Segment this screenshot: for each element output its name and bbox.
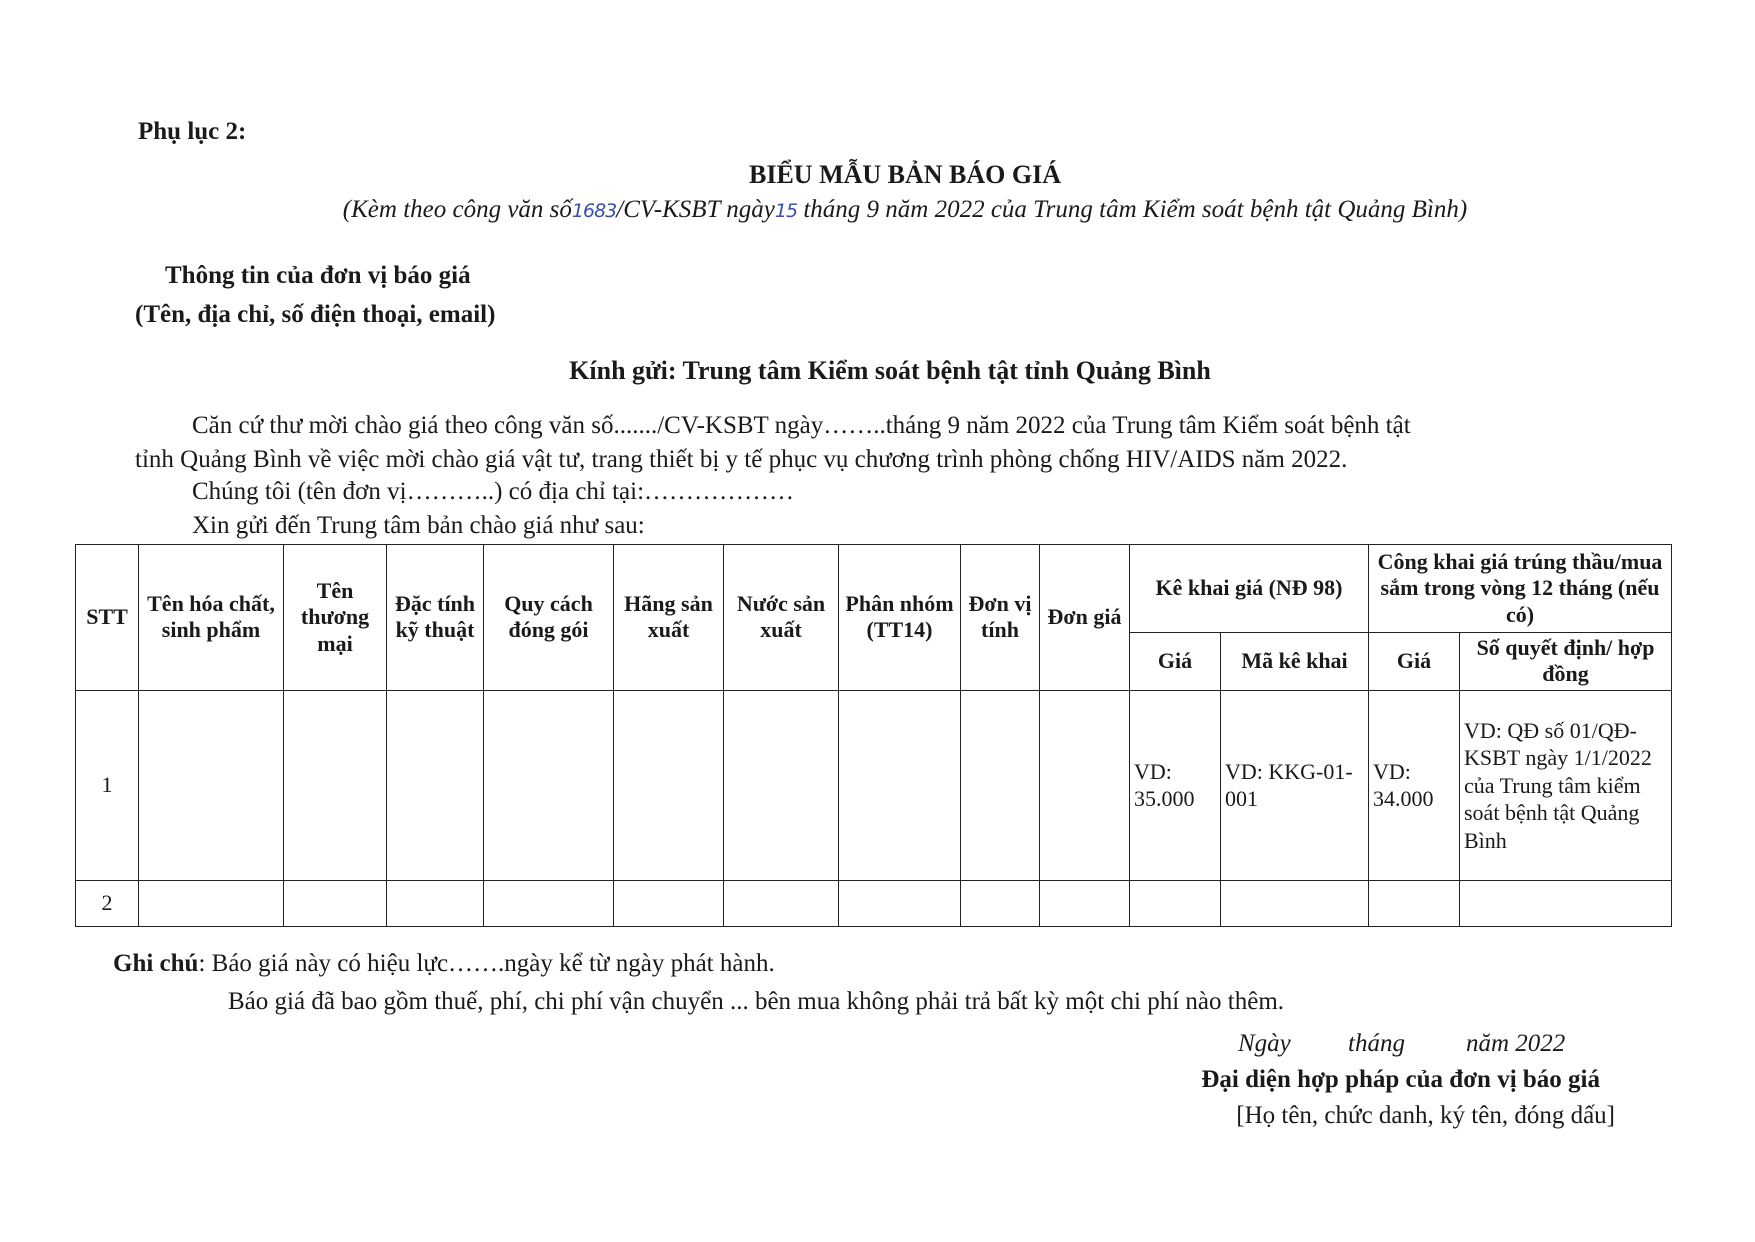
cell-group <box>839 690 961 880</box>
cell-trade-name <box>284 880 387 926</box>
body-paragraph-2: Chúng tôi (tên đơn vị………..) có địa chỉ tại:……………… <box>192 478 795 505</box>
cell-unit <box>961 880 1040 926</box>
form-subtitle <box>0 196 1755 224</box>
cell-declared-code <box>1221 880 1369 926</box>
date-year-label: năm 2022 <box>1466 1030 1566 1057</box>
table-row <box>76 690 1672 880</box>
date-month-label: tháng <box>1348 1030 1405 1057</box>
handwritten-doc-number: 1683 <box>571 200 617 222</box>
body-paragraph-1-line-1: Căn cứ thư mời chào giá theo công văn số......./CV-KSBT ngày……..tháng 9 năm 2022 của Trung tâm Kiểm soát bệnh tật <box>192 412 1411 439</box>
header-packaging: Quy cách đóng gói <box>484 545 614 691</box>
header-declared-code: Mã kê khai <box>1221 633 1369 691</box>
cell-manufacturer <box>614 880 724 926</box>
subtitle-mid: /CV-KSBT ngày <box>616 196 775 223</box>
vendor-info-heading: Thông tin của đơn vị báo giá <box>165 262 471 289</box>
cell-unit-price <box>1040 880 1130 926</box>
note-line-1 <box>113 950 775 978</box>
cell-unit <box>961 690 1040 880</box>
header-group: Phân nhóm (TT14) <box>839 545 961 691</box>
note-label: Ghi chú <box>113 950 199 977</box>
cell-technical-spec <box>387 880 484 926</box>
cell-country <box>724 690 839 880</box>
header-stt: STT <box>76 545 139 691</box>
subtitle-pre: (Kèm theo công văn số <box>342 196 572 223</box>
cell-unit-price <box>1040 690 1130 880</box>
table-row <box>76 880 1672 926</box>
table-header-row <box>76 545 1672 633</box>
header-declared-price: Giá <box>1130 633 1221 691</box>
cell-stt: 1 <box>76 690 139 880</box>
header-product-name: Tên hóa chất, sinh phẩm <box>139 545 284 691</box>
signature-date <box>1238 1030 1565 1058</box>
body-paragraph-1-line-2: tỉnh Quảng Bình về việc mời chào giá vật tư, trang thiết bị y tế phục vụ chương trình phòng chống HIV/AIDS năm 2022. <box>135 446 1348 473</box>
cell-public-decision <box>1460 880 1672 926</box>
header-public-decision: Số quyết định/ hợp đồng <box>1460 633 1672 691</box>
cell-public-price: VD: 34.000 <box>1369 690 1460 880</box>
header-country: Nước sản xuất <box>724 545 839 691</box>
cell-public-decision: VD: QĐ số 01/QĐ-KSBT ngày 1/1/2022 của Trung tâm kiểm soát bệnh tật Quảng Bình <box>1460 690 1672 880</box>
date-day-label: Ngày <box>1238 1030 1291 1057</box>
cell-packaging <box>484 880 614 926</box>
cell-technical-spec <box>387 690 484 880</box>
cell-country <box>724 880 839 926</box>
cell-product-name <box>139 690 284 880</box>
note-text-1: : Báo giá này có hiệu lực…….ngày kể từ ngày phát hành. <box>198 950 775 977</box>
header-technical-spec: Đặc tính kỹ thuật <box>387 545 484 691</box>
subtitle-post: tháng 9 năm 2022 của Trung tâm Kiểm soát bệnh tật Quảng Bình) <box>797 196 1468 223</box>
header-public-price: Giá <box>1369 633 1460 691</box>
appendix-label: Phụ lục 2: <box>138 118 247 145</box>
header-trade-name: Tên thương mại <box>284 545 387 691</box>
header-declared-price-group: Kê khai giá (NĐ 98) <box>1130 545 1369 633</box>
recipient-line: Kính gửi: Trung tâm Kiểm soát bệnh tật tỉnh Quảng Bình <box>569 356 1211 385</box>
cell-declared-price: VD: 35.000 <box>1130 690 1221 880</box>
quote-table <box>75 544 1672 927</box>
form-title: BIỂU MẪU BẢN BÁO GIÁ <box>748 160 1062 189</box>
signature-instruction: [Họ tên, chức danh, ký tên, đóng dấu] <box>1236 1102 1615 1129</box>
cell-packaging <box>484 690 614 880</box>
cell-declared-code: VD: KKG-01-001 <box>1221 690 1369 880</box>
cell-stt: 2 <box>76 880 139 926</box>
header-public-price-group: Công khai giá trúng thầu/mua sắm trong vòng 12 tháng (nếu có) <box>1369 545 1672 633</box>
cell-trade-name <box>284 690 387 880</box>
cell-product-name <box>139 880 284 926</box>
header-unit-price: Đơn giá <box>1040 545 1130 691</box>
cell-public-price <box>1369 880 1460 926</box>
handwritten-day: 15 <box>774 200 798 222</box>
cell-group <box>839 880 961 926</box>
cell-manufacturer <box>614 690 724 880</box>
representative-title: Đại diện hợp pháp của đơn vị báo giá <box>1201 1066 1600 1093</box>
header-manufacturer: Hãng sản xuất <box>614 545 724 691</box>
vendor-info-fields: (Tên, địa chỉ, số điện thoại, email) <box>135 301 496 328</box>
header-unit: Đơn vị tính <box>961 545 1040 691</box>
note-line-2: Báo giá đã bao gồm thuế, phí, chi phí vận chuyển ... bên mua không phải trả bất kỳ một chi phí nào thêm. <box>228 988 1285 1015</box>
body-paragraph-3: Xin gửi đến Trung tâm bản chào giá như sau: <box>192 512 645 539</box>
cell-declared-price <box>1130 880 1221 926</box>
